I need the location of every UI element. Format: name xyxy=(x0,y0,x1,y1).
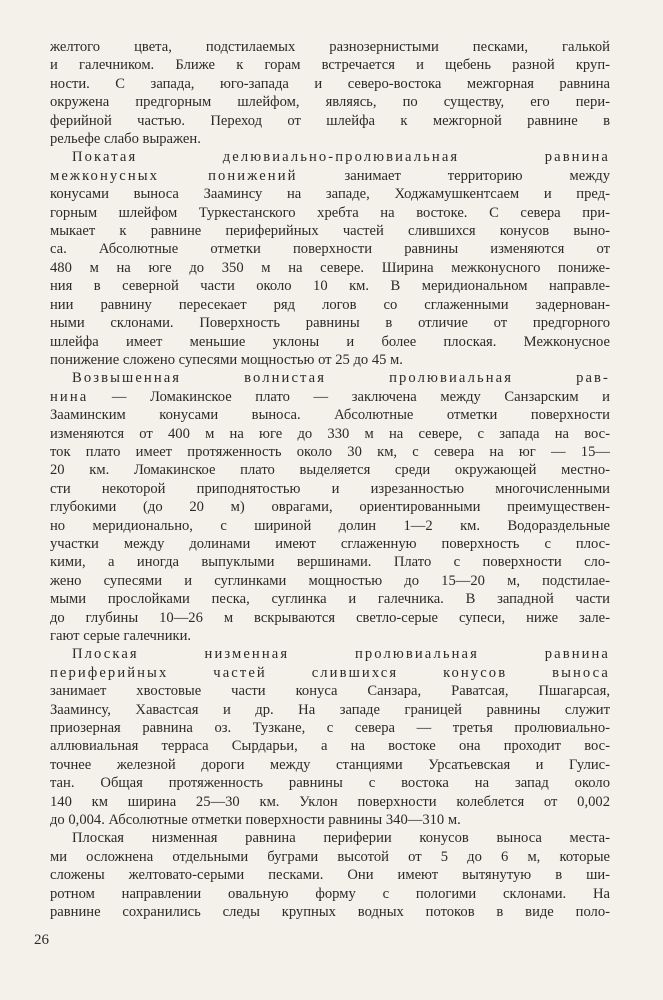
line-text: до глубины 10—26 м вскрываются светло-серые супеси, ниже зале- xyxy=(50,609,610,626)
line-text: ротном направлении овальную форму с пологими склонами. На xyxy=(50,885,610,902)
line-text: сложены желтовато-серыми песками. Они имеют вытянутую в ши- xyxy=(50,867,610,884)
text-line xyxy=(50,167,610,185)
text-line xyxy=(50,719,610,737)
line-text: горным шлейфом Туркестанского хребта на востоке. С севера при- xyxy=(50,204,610,221)
line-text: нии равнину пересекает ряд логов со сглаженными задернован- xyxy=(50,296,610,313)
text-line xyxy=(50,333,610,351)
line-text: глубокими (до 20 м) оврагами, ориентированными преимуществен- xyxy=(50,499,610,516)
line-text: тан. Общая протяженность равнины с востока на запад около xyxy=(50,775,610,792)
text-line xyxy=(50,480,610,498)
line-text: но меридионально, с шириной долин 1—2 км. Водораздельные xyxy=(50,517,610,534)
text-line xyxy=(50,38,610,56)
line-text: 480 м на юге до 350 м на севере. Ширина межконусного пониже- xyxy=(50,259,610,276)
text-line xyxy=(50,369,610,387)
line-text: сти некоторой приподнятостью и изрезанностью многочисленными xyxy=(50,480,610,497)
line-text: ния в северной части около 10 км. В меридиональном направле- xyxy=(50,278,610,295)
text-line xyxy=(50,240,610,258)
line-text: мыми прослойками песка, суглинка и галечника. В западной части xyxy=(50,591,610,608)
line-text: равнине сохранились следы крупных водных потоков в виде поло- xyxy=(50,904,610,921)
spaced-heading-text: нина xyxy=(50,388,89,405)
page-number: 26 xyxy=(34,932,49,948)
text-line xyxy=(50,664,610,682)
text-line xyxy=(50,388,610,406)
line-text: гают серые галечники. xyxy=(50,628,192,644)
text-line xyxy=(50,756,610,774)
text-line xyxy=(50,277,610,295)
text-line xyxy=(50,425,610,443)
text-line xyxy=(50,866,610,884)
line-text: занимает территорию между xyxy=(297,167,610,184)
line-text: точнее железной дороги между станциями Урсатьевская и Гулис- xyxy=(50,756,610,773)
text-line xyxy=(50,645,610,663)
line-text: мыкает к равнине периферийных частей слившихся конусов выно- xyxy=(50,223,610,240)
text-line xyxy=(50,848,610,866)
line-text: са. Абсолютные отметки поверхности равнины изменяются от xyxy=(50,241,610,258)
text-line xyxy=(50,93,610,111)
line-text: шлейфа имеет меньшие уклоны и более плоская. Межконусное xyxy=(50,333,610,350)
spaced-heading-text: периферийных частей слившихся конусов выноса xyxy=(50,664,610,681)
text-line xyxy=(50,406,610,424)
text-line xyxy=(50,793,610,811)
text-line xyxy=(50,572,610,590)
text-line xyxy=(50,590,610,608)
line-text: ности. С запада, юго-запада и северо-востока межгорная равнина xyxy=(50,75,610,92)
text-line xyxy=(50,553,610,571)
text-line xyxy=(50,535,610,553)
line-text: окружена предгорным шлейфом, являясь, по существу, его пери- xyxy=(50,94,610,111)
line-text: — Ломакинское плато — заключена между Санзарским и xyxy=(88,388,610,405)
text-line xyxy=(50,204,610,222)
text-line xyxy=(50,75,610,93)
text-line xyxy=(50,461,610,479)
line-text: рельефе слабо выражен. xyxy=(50,131,201,148)
line-text: конусами выноса Зааминсу на западе, Ходжамушкентсаем и пред- xyxy=(50,186,610,203)
spaced-heading-text: Покатая делювиально-пролювиальная равнина xyxy=(72,149,610,166)
text-line xyxy=(50,296,610,314)
text-line xyxy=(50,351,610,369)
spaced-heading-text: Возвышенная волнистая пролювиальная рав- xyxy=(72,370,610,387)
line-text: аллювиальная терраса Сырдарьи, а на востоке она проходит вос- xyxy=(50,738,610,755)
text-line xyxy=(50,56,610,74)
line-text: понижение сложено супесями мощностью от 25 до 45 м. xyxy=(50,351,403,368)
line-text: приозерная равнина оз. Тузкане, с севера — третья пролювиально- xyxy=(50,720,610,737)
text-line xyxy=(50,222,610,240)
text-line xyxy=(50,498,610,516)
text-line xyxy=(50,314,610,332)
text-line xyxy=(50,517,610,535)
text-line xyxy=(50,130,610,148)
text-line xyxy=(50,185,610,203)
text-line xyxy=(50,701,610,719)
line-text: Зааминсу, Хавастсая и др. На западе границей равнины служит xyxy=(50,701,610,718)
text-line xyxy=(50,774,610,792)
line-text: ми осложнена отдельными буграми высотой от 5 до 6 м, которые xyxy=(50,848,610,865)
body-text xyxy=(50,38,610,922)
line-text: желтого цвета, подстилаемых разнозернистыми песками, галькой xyxy=(50,39,610,55)
text-line xyxy=(50,829,610,847)
text-line xyxy=(50,811,610,829)
line-text: ными склонами. Поверхность равнины в отличие от предгорного xyxy=(50,315,610,332)
spaced-heading-text: Плоская низменная пролювиальная равнина xyxy=(72,646,610,663)
line-text: ток плато имеет протяженность около 30 км, с севера на юг — 15— xyxy=(50,443,610,460)
text-line xyxy=(50,885,610,903)
text-line xyxy=(50,112,610,130)
line-text: участки между долинами имеют сглаженную поверхность с плос- xyxy=(50,535,610,552)
spaced-heading-text: межконусных понижений xyxy=(50,167,298,184)
line-text: кими, а иногда выпуклыми вершинами. Плато с поверхности сло- xyxy=(50,554,610,571)
line-text: 140 км ширина 25—30 км. Уклон поверхности колеблется от 0,002 xyxy=(50,793,610,810)
text-line xyxy=(50,903,610,921)
text-line xyxy=(50,148,610,166)
text-line xyxy=(50,443,610,461)
line-text: 20 км. Ломакинское плато выделяется среди окружающей местно- xyxy=(50,462,610,479)
line-text: Плоская низменная равнина периферии конусов выноса места- xyxy=(72,830,610,847)
line-text: изменяются от 400 м на юге до 330 м на севере, с запада на вос- xyxy=(50,425,610,442)
text-line xyxy=(50,737,610,755)
line-text: занимает хвостовые части конуса Санзара, Раватсая, Пшагарсая, xyxy=(50,683,610,700)
text-line xyxy=(50,627,610,645)
text-line xyxy=(50,609,610,627)
line-text: и галечником. Ближе к горам встречается и щебень разной круп- xyxy=(50,57,610,74)
line-text: Зааминским конусами выноса. Абсолютные отметки поверхности xyxy=(50,407,610,424)
line-text: жено супесями и суглинками мощностью до 15—20 м, подстилае- xyxy=(50,572,610,589)
text-line xyxy=(50,682,610,700)
line-text: ферийной частью. Переход от шлейфа к межгорной равнине в xyxy=(50,112,610,129)
text-line xyxy=(50,259,610,277)
line-text: до 0,004. Абсолютные отметки поверхности равнины 340—310 м. xyxy=(50,812,461,829)
